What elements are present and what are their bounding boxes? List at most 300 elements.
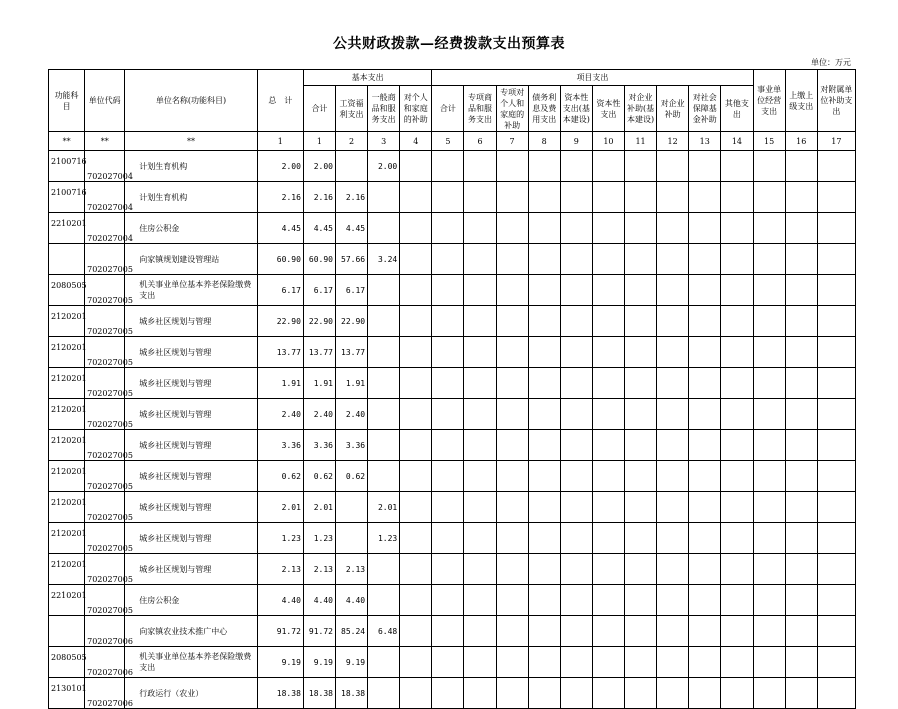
total-cell: 1.91 xyxy=(257,368,303,399)
empty-cell xyxy=(657,585,689,616)
subject-cell: 2120201 xyxy=(49,399,85,430)
unit-name-cell: 城乡社区规划与管理 xyxy=(125,461,257,492)
empty-cell xyxy=(528,151,560,182)
empty-cell xyxy=(400,461,432,492)
empty-cell xyxy=(560,399,592,430)
basic-wage-cell: 4.40 xyxy=(336,585,368,616)
empty-cell xyxy=(592,337,624,368)
empty-cell xyxy=(464,647,496,678)
empty-cell xyxy=(496,368,528,399)
unit-code-cell: 702027005 xyxy=(85,306,125,337)
basic-total-cell: 1.23 xyxy=(303,523,335,554)
empty-cell xyxy=(624,616,656,647)
empty-cell xyxy=(592,213,624,244)
basic-total-cell: 2.40 xyxy=(303,399,335,430)
empty-cell xyxy=(496,492,528,523)
empty-cell xyxy=(785,182,817,213)
empty-cell xyxy=(624,182,656,213)
total-cell: 2.13 xyxy=(257,554,303,585)
empty-cell xyxy=(592,275,624,306)
unit-code-cell: 702027005 xyxy=(85,492,125,523)
empty-cell xyxy=(400,523,432,554)
empty-cell xyxy=(464,461,496,492)
empty-cell xyxy=(689,368,721,399)
unit-code-cell: 702027005 xyxy=(85,244,125,275)
table-row xyxy=(49,182,856,213)
empty-cell xyxy=(528,399,560,430)
empty-cell xyxy=(657,182,689,213)
unit-name-cell: 城乡社区规划与管理 xyxy=(125,337,257,368)
empty-cell xyxy=(785,430,817,461)
basic-wage-cell: 3.36 xyxy=(336,430,368,461)
empty-cell xyxy=(496,399,528,430)
empty-cell xyxy=(560,647,592,678)
empty-cell xyxy=(624,492,656,523)
empty-cell xyxy=(496,244,528,275)
col-tail-2: 对附属单位补助支出 xyxy=(817,70,855,132)
table-row xyxy=(49,461,856,492)
empty-cell xyxy=(753,647,785,678)
empty-cell xyxy=(624,554,656,585)
empty-cell xyxy=(592,399,624,430)
basic-goods-cell xyxy=(368,554,400,585)
empty-cell xyxy=(785,523,817,554)
col-tail-1: 上缴上级支出 xyxy=(785,70,817,132)
empty-cell xyxy=(817,461,855,492)
empty-cell xyxy=(689,430,721,461)
empty-cell xyxy=(496,337,528,368)
basic-total-cell: 13.77 xyxy=(303,337,335,368)
empty-cell xyxy=(785,647,817,678)
index-cell: 6 xyxy=(464,132,496,151)
basic-goods-cell: 2.00 xyxy=(368,151,400,182)
page-title: 公共财政拨款—经费拨款支出预算表 xyxy=(333,36,565,52)
empty-cell xyxy=(496,430,528,461)
empty-cell xyxy=(624,244,656,275)
basic-wage-cell: 2.13 xyxy=(336,554,368,585)
empty-cell xyxy=(721,244,753,275)
subject-cell xyxy=(49,244,85,275)
empty-cell xyxy=(528,182,560,213)
empty-cell xyxy=(400,399,432,430)
empty-cell xyxy=(817,337,855,368)
empty-cell xyxy=(400,213,432,244)
total-cell: 9.19 xyxy=(257,647,303,678)
empty-cell xyxy=(528,461,560,492)
unit-name-cell: 城乡社区规划与管理 xyxy=(125,492,257,523)
basic-total-cell: 2.16 xyxy=(303,182,335,213)
empty-cell xyxy=(592,616,624,647)
index-cell: ** xyxy=(85,132,125,151)
basic-goods-cell: 3.24 xyxy=(368,244,400,275)
col-project-5: 资本性支出 xyxy=(592,86,624,132)
unit-code-cell: 702027004 xyxy=(85,182,125,213)
empty-cell xyxy=(528,213,560,244)
basic-total-cell: 60.90 xyxy=(303,244,335,275)
empty-cell xyxy=(657,678,689,709)
empty-cell xyxy=(560,213,592,244)
col-project-6: 对企业补助(基本建设) xyxy=(624,86,656,132)
basic-total-cell: 1.91 xyxy=(303,368,335,399)
unit-code-cell: 702027005 xyxy=(85,585,125,616)
empty-cell xyxy=(560,616,592,647)
basic-total-cell: 2.13 xyxy=(303,554,335,585)
empty-cell xyxy=(657,244,689,275)
empty-cell xyxy=(592,306,624,337)
empty-cell xyxy=(624,399,656,430)
empty-cell xyxy=(817,399,855,430)
empty-cell xyxy=(400,585,432,616)
total-cell: 13.77 xyxy=(257,337,303,368)
empty-cell xyxy=(624,678,656,709)
basic-total-cell: 0.62 xyxy=(303,461,335,492)
empty-cell xyxy=(464,244,496,275)
empty-cell xyxy=(592,647,624,678)
empty-cell xyxy=(496,182,528,213)
empty-cell xyxy=(528,678,560,709)
empty-cell xyxy=(817,523,855,554)
empty-cell xyxy=(464,182,496,213)
empty-cell xyxy=(817,182,855,213)
unit-name-cell: 城乡社区规划与管理 xyxy=(125,399,257,430)
basic-goods-cell xyxy=(368,399,400,430)
index-cell: 9 xyxy=(560,132,592,151)
empty-cell xyxy=(496,461,528,492)
empty-cell xyxy=(496,647,528,678)
empty-cell xyxy=(657,616,689,647)
empty-cell xyxy=(721,492,753,523)
index-cell: 1 xyxy=(303,132,335,151)
total-cell: 6.17 xyxy=(257,275,303,306)
empty-cell xyxy=(496,523,528,554)
table-row xyxy=(49,492,856,523)
empty-cell xyxy=(721,430,753,461)
index-cell: 10 xyxy=(592,132,624,151)
empty-cell xyxy=(496,678,528,709)
basic-goods-cell: 6.48 xyxy=(368,616,400,647)
table-row xyxy=(49,430,856,461)
col-group-basic: 基本支出 xyxy=(303,70,431,86)
empty-cell xyxy=(753,399,785,430)
empty-cell xyxy=(560,182,592,213)
subject-cell: 2210201 xyxy=(49,213,85,244)
unit-code-cell: 702027005 xyxy=(85,368,125,399)
empty-cell xyxy=(592,492,624,523)
empty-cell xyxy=(496,616,528,647)
unit-code-cell: 702027005 xyxy=(85,523,125,554)
empty-cell xyxy=(657,461,689,492)
empty-cell xyxy=(785,244,817,275)
basic-goods-cell xyxy=(368,368,400,399)
empty-cell xyxy=(496,151,528,182)
empty-cell xyxy=(592,523,624,554)
empty-cell xyxy=(496,306,528,337)
basic-total-cell: 18.38 xyxy=(303,678,335,709)
empty-cell xyxy=(560,523,592,554)
empty-cell xyxy=(624,430,656,461)
unit-label: 单位：万元 xyxy=(811,58,851,67)
empty-cell xyxy=(496,275,528,306)
empty-cell xyxy=(496,213,528,244)
empty-cell xyxy=(400,492,432,523)
empty-cell xyxy=(528,244,560,275)
empty-cell xyxy=(432,399,464,430)
empty-cell xyxy=(400,554,432,585)
empty-cell xyxy=(657,554,689,585)
empty-cell xyxy=(464,492,496,523)
unit-name-cell: 计划生育机构 xyxy=(125,182,257,213)
index-cell: 14 xyxy=(721,132,753,151)
unit-name-cell: 城乡社区规划与管理 xyxy=(125,306,257,337)
empty-cell xyxy=(689,182,721,213)
empty-cell xyxy=(624,461,656,492)
empty-cell xyxy=(400,151,432,182)
unit-code-cell: 702027005 xyxy=(85,337,125,368)
empty-cell xyxy=(753,585,785,616)
empty-cell xyxy=(560,492,592,523)
empty-cell xyxy=(657,337,689,368)
basic-wage-cell: 18.38 xyxy=(336,678,368,709)
total-cell: 4.40 xyxy=(257,585,303,616)
unit-code-cell: 702027005 xyxy=(85,430,125,461)
index-cell: 16 xyxy=(785,132,817,151)
basic-goods-cell xyxy=(368,306,400,337)
empty-cell xyxy=(464,616,496,647)
basic-goods-cell xyxy=(368,647,400,678)
empty-cell xyxy=(432,523,464,554)
basic-wage-cell: 22.90 xyxy=(336,306,368,337)
col-basic-3: 对个人和家庭的补助 xyxy=(400,86,432,132)
empty-cell xyxy=(464,368,496,399)
unit-code-cell: 702027005 xyxy=(85,554,125,585)
empty-cell xyxy=(464,306,496,337)
empty-cell xyxy=(400,337,432,368)
empty-cell xyxy=(496,585,528,616)
basic-goods-cell xyxy=(368,182,400,213)
empty-cell xyxy=(464,275,496,306)
basic-total-cell: 22.90 xyxy=(303,306,335,337)
empty-cell xyxy=(432,244,464,275)
basic-wage-cell xyxy=(336,523,368,554)
index-cell: 4 xyxy=(400,132,432,151)
empty-cell xyxy=(560,306,592,337)
empty-cell xyxy=(817,430,855,461)
empty-cell xyxy=(689,554,721,585)
empty-cell xyxy=(592,368,624,399)
empty-cell xyxy=(560,585,592,616)
empty-cell xyxy=(689,244,721,275)
col-unit-name: 单位名称(功能科目) xyxy=(125,70,257,132)
empty-cell xyxy=(464,213,496,244)
total-cell: 2.00 xyxy=(257,151,303,182)
subject-cell: 2100716 xyxy=(49,182,85,213)
basic-wage-cell xyxy=(336,492,368,523)
subject-cell: 2120201 xyxy=(49,306,85,337)
empty-cell xyxy=(432,492,464,523)
empty-cell xyxy=(592,182,624,213)
empty-cell xyxy=(753,213,785,244)
total-cell: 2.40 xyxy=(257,399,303,430)
table-row xyxy=(49,554,856,585)
empty-cell xyxy=(464,678,496,709)
empty-cell xyxy=(560,461,592,492)
empty-cell xyxy=(528,306,560,337)
basic-total-cell: 3.36 xyxy=(303,430,335,461)
empty-cell xyxy=(560,368,592,399)
subject-cell: 2080505 xyxy=(49,647,85,678)
col-basic-0: 合计 xyxy=(303,86,335,132)
empty-cell xyxy=(592,678,624,709)
total-cell: 60.90 xyxy=(257,244,303,275)
subject-cell: 2130101 xyxy=(49,678,85,709)
index-cell: 2 xyxy=(336,132,368,151)
empty-cell xyxy=(753,492,785,523)
index-cell: 17 xyxy=(817,132,855,151)
total-cell: 3.36 xyxy=(257,430,303,461)
empty-cell xyxy=(721,616,753,647)
subject-cell: 2120201 xyxy=(49,337,85,368)
table-row xyxy=(49,678,856,709)
empty-cell xyxy=(400,244,432,275)
empty-cell xyxy=(721,275,753,306)
unit-name-cell: 城乡社区规划与管理 xyxy=(125,554,257,585)
basic-wage-cell: 1.91 xyxy=(336,368,368,399)
col-total: 总 计 xyxy=(257,70,303,132)
table-row xyxy=(49,368,856,399)
empty-cell xyxy=(785,306,817,337)
empty-cell xyxy=(689,616,721,647)
subject-cell xyxy=(49,616,85,647)
col-project-0: 合计 xyxy=(432,86,464,132)
empty-cell xyxy=(432,151,464,182)
empty-cell xyxy=(464,151,496,182)
col-project-2: 专项对个人和家庭的补助 xyxy=(496,86,528,132)
unit-name-cell: 住房公积金 xyxy=(125,585,257,616)
subject-cell: 2210201 xyxy=(49,585,85,616)
unit-code-cell: 702027004 xyxy=(85,213,125,244)
budget-table xyxy=(48,69,856,709)
table-row xyxy=(49,151,856,182)
col-group-project: 项目支出 xyxy=(432,70,753,86)
total-cell: 4.45 xyxy=(257,213,303,244)
empty-cell xyxy=(624,151,656,182)
empty-cell xyxy=(624,585,656,616)
empty-cell xyxy=(785,554,817,585)
empty-cell xyxy=(560,678,592,709)
table-body xyxy=(49,151,856,709)
unit-code-cell: 702027005 xyxy=(85,461,125,492)
table-row xyxy=(49,337,856,368)
empty-cell xyxy=(560,430,592,461)
empty-cell xyxy=(528,430,560,461)
total-cell: 1.23 xyxy=(257,523,303,554)
empty-cell xyxy=(496,554,528,585)
empty-cell xyxy=(528,275,560,306)
empty-cell xyxy=(400,182,432,213)
empty-cell xyxy=(464,554,496,585)
empty-cell xyxy=(624,337,656,368)
empty-cell xyxy=(624,213,656,244)
empty-cell xyxy=(785,585,817,616)
table-row xyxy=(49,306,856,337)
unit-name-cell: 机关事业单位基本养老保险缴费支出 xyxy=(125,275,257,306)
empty-cell xyxy=(689,275,721,306)
index-cell: ** xyxy=(125,132,257,151)
subject-cell: 2120201 xyxy=(49,461,85,492)
empty-cell xyxy=(432,306,464,337)
empty-cell xyxy=(560,275,592,306)
table-row xyxy=(49,585,856,616)
total-cell: 91.72 xyxy=(257,616,303,647)
col-project-7: 对企业补助 xyxy=(657,86,689,132)
empty-cell xyxy=(753,151,785,182)
header-row-1 xyxy=(49,70,856,86)
empty-cell xyxy=(817,244,855,275)
empty-cell xyxy=(657,213,689,244)
empty-cell xyxy=(817,368,855,399)
empty-cell xyxy=(817,554,855,585)
empty-cell xyxy=(592,585,624,616)
table-row xyxy=(49,523,856,554)
empty-cell xyxy=(785,492,817,523)
index-cell: 13 xyxy=(689,132,721,151)
empty-cell xyxy=(464,523,496,554)
empty-cell xyxy=(785,399,817,430)
subject-cell: 2120201 xyxy=(49,368,85,399)
empty-cell xyxy=(721,213,753,244)
subject-cell: 2080505 xyxy=(49,275,85,306)
table-row xyxy=(49,616,856,647)
empty-cell xyxy=(689,213,721,244)
empty-cell xyxy=(528,585,560,616)
col-tail-0: 事业单位经营支出 xyxy=(753,70,785,132)
unit-name-cell: 机关事业单位基本养老保险缴费支出 xyxy=(125,647,257,678)
empty-cell xyxy=(432,616,464,647)
empty-cell xyxy=(528,337,560,368)
empty-cell xyxy=(689,399,721,430)
empty-cell xyxy=(560,151,592,182)
empty-cell xyxy=(785,616,817,647)
empty-cell xyxy=(464,337,496,368)
total-cell: 2.16 xyxy=(257,182,303,213)
basic-goods-cell: 1.23 xyxy=(368,523,400,554)
basic-total-cell: 6.17 xyxy=(303,275,335,306)
empty-cell xyxy=(785,275,817,306)
empty-cell xyxy=(689,647,721,678)
table-row xyxy=(49,647,856,678)
empty-cell xyxy=(657,492,689,523)
empty-cell xyxy=(400,647,432,678)
index-cell: ** xyxy=(49,132,85,151)
total-cell: 22.90 xyxy=(257,306,303,337)
empty-cell xyxy=(432,554,464,585)
empty-cell xyxy=(528,368,560,399)
col-project-1: 专项商品和服务支出 xyxy=(464,86,496,132)
unit-code-cell: 702027006 xyxy=(85,616,125,647)
unit-name-cell: 向家镇规划建设管理站 xyxy=(125,244,257,275)
empty-cell xyxy=(817,492,855,523)
table-row xyxy=(49,399,856,430)
empty-cell xyxy=(817,616,855,647)
table-row xyxy=(49,275,856,306)
empty-cell xyxy=(753,430,785,461)
empty-cell xyxy=(721,337,753,368)
empty-cell xyxy=(753,678,785,709)
empty-cell xyxy=(400,306,432,337)
basic-wage-cell: 13.77 xyxy=(336,337,368,368)
empty-cell xyxy=(657,275,689,306)
total-cell: 2.01 xyxy=(257,492,303,523)
